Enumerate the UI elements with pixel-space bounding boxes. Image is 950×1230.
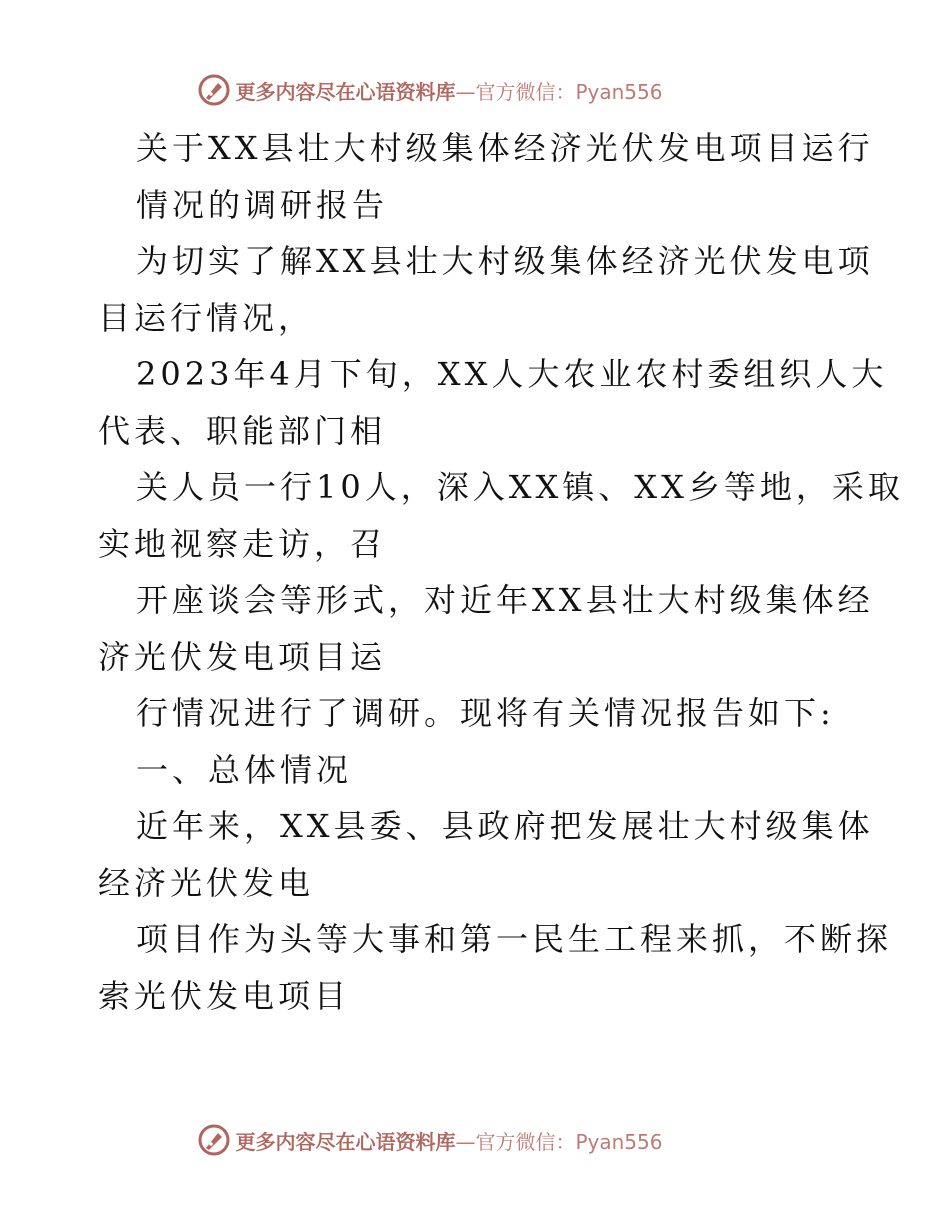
watermark-suffix: 官方微信：Pyan556 <box>475 1129 663 1154</box>
document-line: 代表、职能部门相 <box>98 411 387 450</box>
document-body <box>98 120 904 1024</box>
watermark-suffix: 官方微信：Pyan556 <box>475 79 663 104</box>
document-line: 一、总体情况 <box>136 750 353 789</box>
footer-watermark <box>0 1120 950 1160</box>
document-line: 行情况进行了调研。现将有关情况报告如下: <box>136 694 835 732</box>
document-line: 索光伏发电项目 <box>98 976 351 1015</box>
document-line: 2023年4月下旬，XX人大农业农村委组织人大 <box>136 355 888 393</box>
document-line: 近年来，XX县委、县政府把发展壮大村级集体 <box>136 807 874 845</box>
document-line: 实地视察走访，召 <box>98 524 387 563</box>
document-line: 为切实了解XX县壮大村级集体经济光伏发电项 <box>136 242 874 280</box>
watermark-brand: 更多内容尽在心语资料库 <box>235 1129 456 1154</box>
document-line: 济光伏发电项目运 <box>98 637 387 676</box>
watermark-dash: — <box>455 79 476 104</box>
document-line: 目运行情况， <box>98 298 315 337</box>
document-line: 情况的调研报告 <box>136 185 389 224</box>
document-line: 经济光伏发电 <box>98 863 315 902</box>
watermark-brand: 更多内容尽在心语资料库 <box>235 79 456 104</box>
watermark-text <box>235 1126 662 1155</box>
document-line: 关人员一行10人，深入XX镇、XX乡等地，采取 <box>136 468 904 506</box>
document-line: 项目作为头等大事和第一民生工程来抓，不断探 <box>136 920 893 958</box>
watermark-dash: — <box>455 1129 476 1154</box>
pen-nib-circle-icon <box>197 1123 231 1157</box>
header-watermark <box>0 70 950 110</box>
watermark-text <box>235 76 662 105</box>
document-line: 开座谈会等形式，对近年XX县壮大村级集体经 <box>136 581 874 619</box>
pen-nib-circle-icon <box>197 73 231 107</box>
document-line: 关于XX县壮大村级集体经济光伏发电项目运行 <box>136 129 874 167</box>
